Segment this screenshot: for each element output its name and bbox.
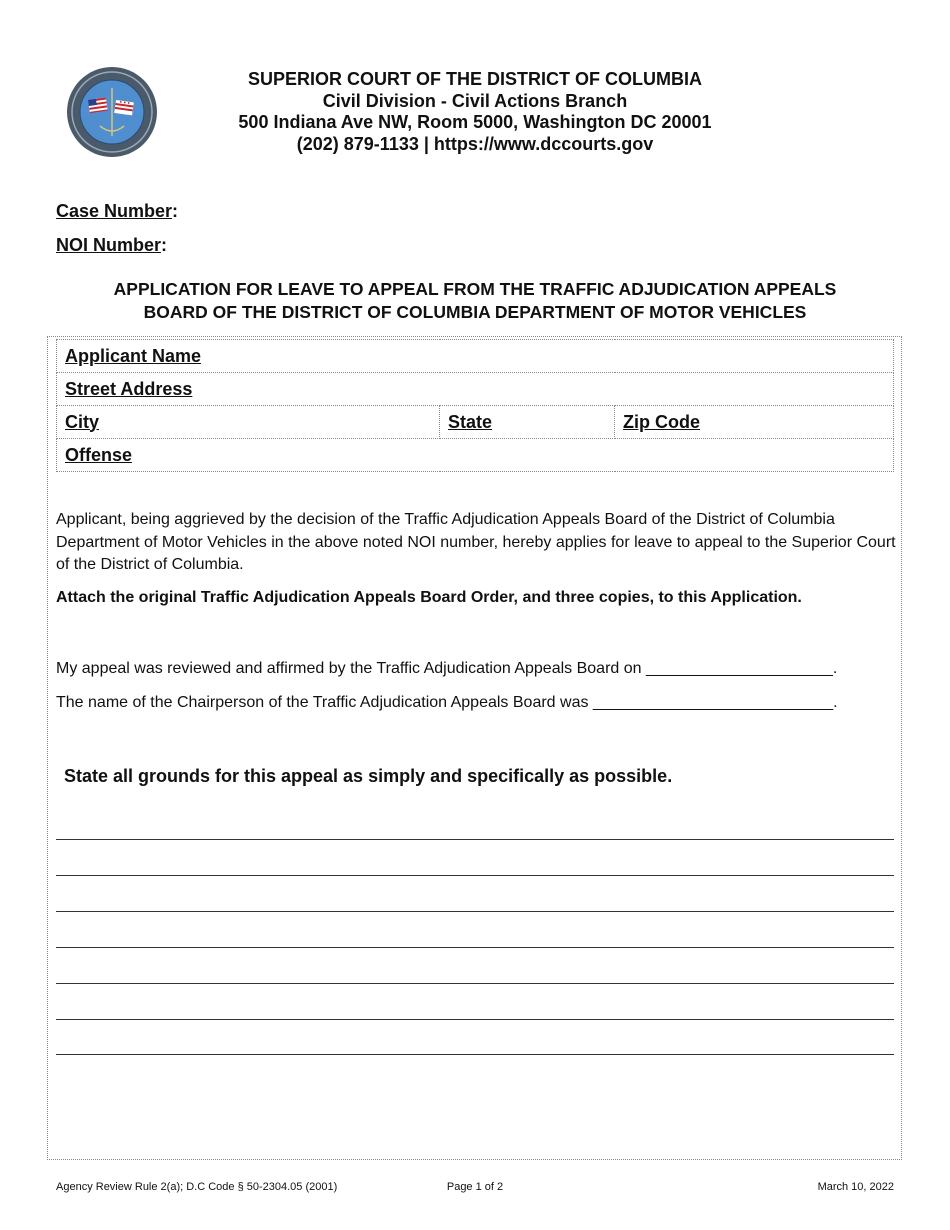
city-label: City [65, 411, 100, 432]
footer-rule-reference: Agency Review Rule 2(a); D.C Code § 50-2304.05 (2001) [56, 1181, 338, 1193]
grounds-write-line[interactable] [56, 947, 894, 948]
court-division: Civil Division - Civil Actions Branch [322, 90, 628, 111]
street-address-field[interactable] [57, 373, 894, 406]
noi-number-label: NOI Number [56, 235, 162, 255]
case-number-colon: : [172, 201, 179, 221]
court-seal-icon [66, 66, 158, 158]
offense-label: Offense [65, 444, 133, 465]
grounds-write-line[interactable] [56, 875, 894, 876]
applicant-info-table [56, 339, 894, 472]
review-date-line[interactable]: My appeal was reviewed and affirmed by the Traffic Adjudication Appeals Board on _____________________. [56, 660, 838, 677]
applicant-name-field[interactable] [57, 340, 894, 373]
street-address-label: Street Address [65, 378, 193, 399]
case-number-label: Case Number [56, 201, 173, 221]
grounds-write-line[interactable] [56, 911, 894, 912]
grounds-write-line[interactable] [56, 1019, 894, 1020]
court-address: 500 Indiana Ave NW, Room 5000, Washington DC 20001 [238, 112, 712, 132]
city-field[interactable] [57, 406, 440, 439]
footer-date: March 10, 2022 [817, 1181, 894, 1193]
noi-number-field[interactable] [56, 235, 167, 256]
form-title [60, 278, 890, 324]
grounds-write-line[interactable] [56, 1054, 894, 1055]
court-contact: (202) 879-1133 | https://www.dccourts.gov [296, 133, 654, 154]
state-field[interactable] [440, 406, 615, 439]
court-header [150, 69, 800, 155]
noi-number-colon: : [161, 235, 168, 255]
state-label: State [448, 411, 493, 432]
footer-page-indicator: Page 1 of 2 [446, 1181, 504, 1193]
aggrieved-statement: Applicant, being aggrieved by the decision of the Traffic Adjudication Appeals Board of the District of Columbia Department of Motor Vehicles in the above noted NOI number, hereby applies for leave to appeal to the Superior Court of the District of Columbia. [56, 511, 896, 573]
grounds-write-line[interactable] [56, 839, 894, 840]
court-name: SUPERIOR COURT OF THE DISTRICT OF COLUMBIA [248, 69, 702, 89]
grounds-write-line[interactable] [56, 983, 894, 984]
case-number-field[interactable] [56, 201, 178, 222]
form-title-line-1: APPLICATION FOR LEAVE TO APPEAL FROM THE TRAFFIC ADJUDICATION APPEALS [113, 279, 837, 299]
form-title-line-2: BOARD OF THE DISTRICT OF COLUMBIA DEPARTMENT OF MOTOR VEHICLES [143, 302, 807, 322]
chairperson-line[interactable]: The name of the Chairperson of the Traffic Adjudication Appeals Board was ___________________________. [56, 694, 838, 711]
attach-instruction: Attach the original Traffic Adjudication Appeals Board Order, and three copies, to this Application. [56, 589, 802, 606]
offense-field[interactable] [57, 439, 894, 472]
applicant-name-label: Applicant Name [65, 345, 202, 366]
grounds-instruction: State all grounds for this appeal as simply and specifically as possible. [64, 766, 673, 786]
zip-code-label: Zip Code [623, 411, 700, 432]
zip-code-field[interactable] [615, 406, 894, 439]
